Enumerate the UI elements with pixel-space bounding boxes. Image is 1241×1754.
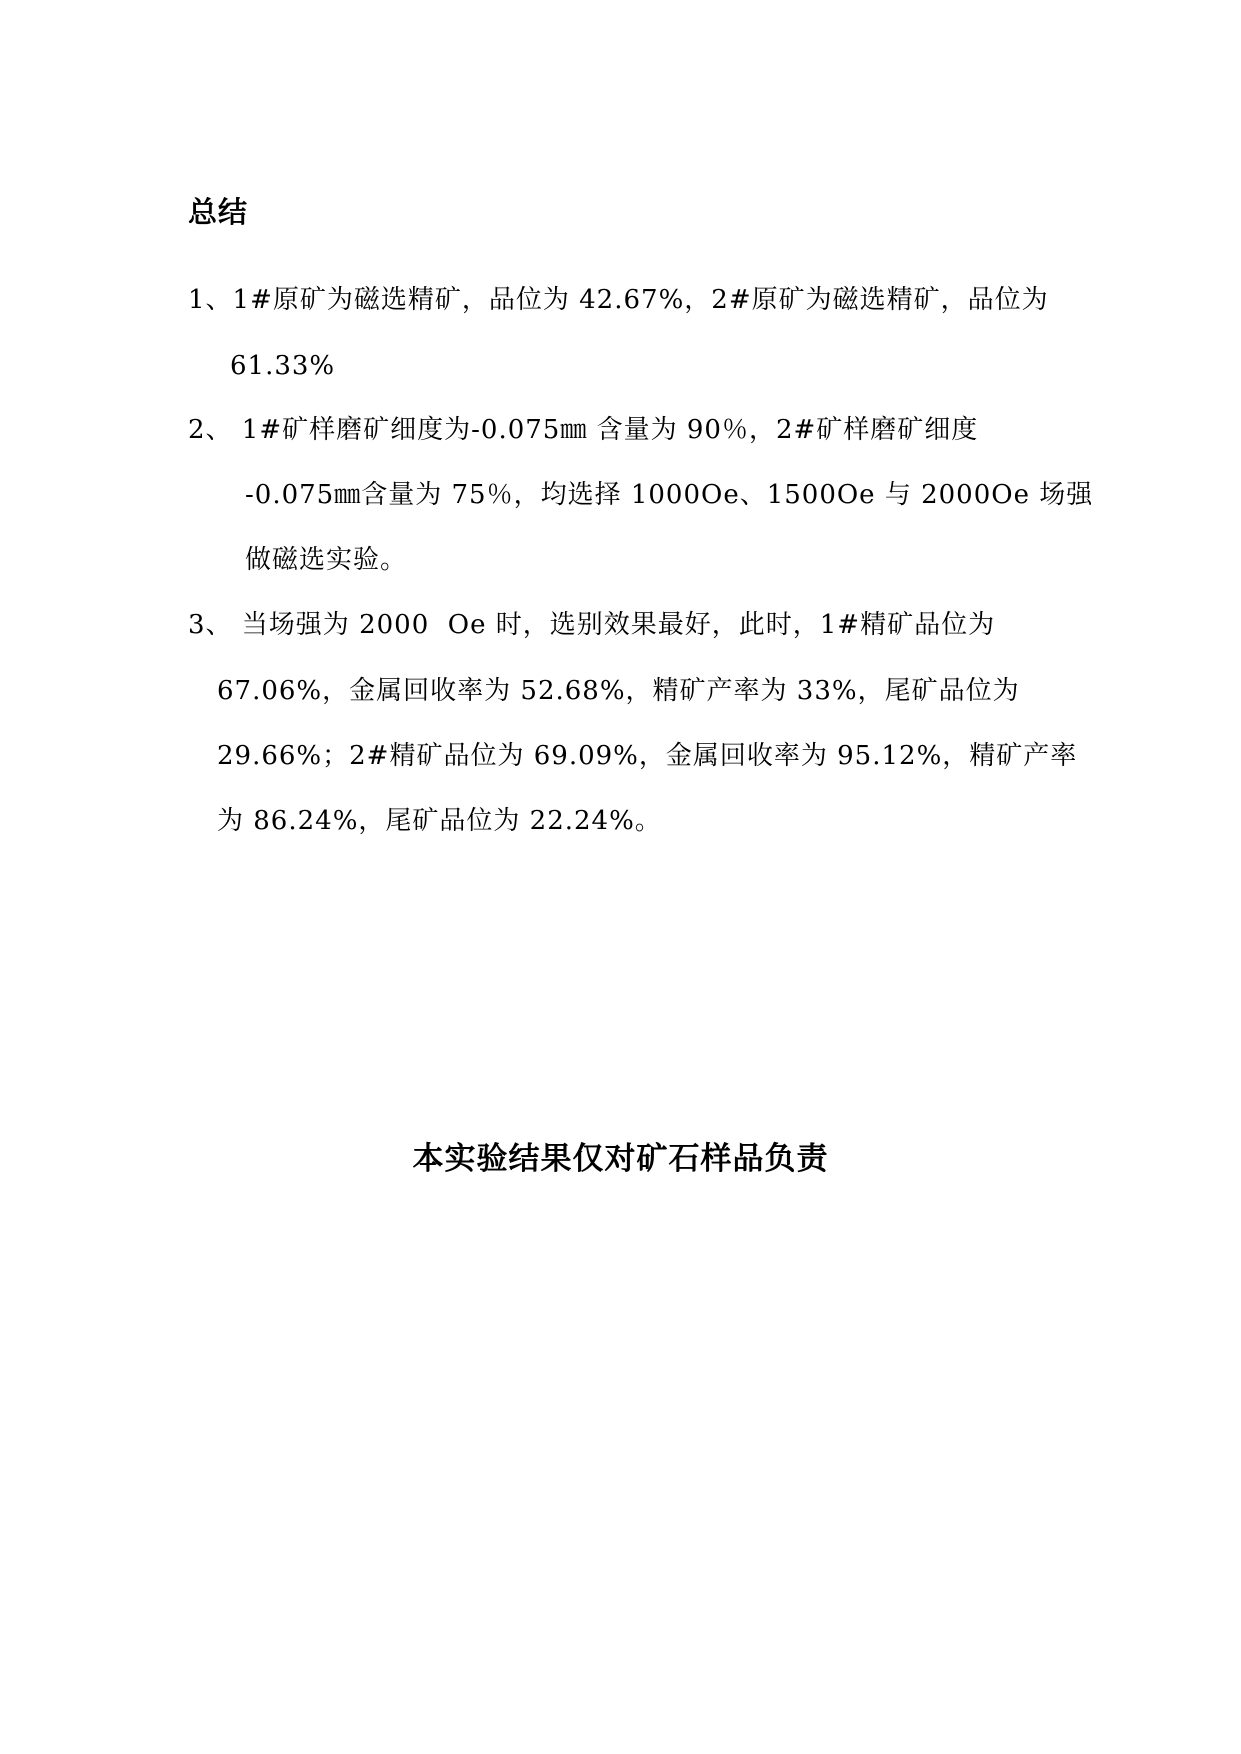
item-1-line-2: 61.33% xyxy=(230,351,336,381)
item-3-line-4: 为 86.24%，尾矿品位为 22.24%。 xyxy=(217,806,662,836)
item-2-line-2: -0.075㎜含量为 75％，均选择 1000Oe、1500Oe 与 2000Oe 场强 xyxy=(245,480,1094,510)
disclaimer-footer: 本实验结果仅对矿石样品负责 xyxy=(412,1141,829,1177)
item-1-line-1: 1、1#原矿为磁选精矿，品位为 42.67%，2#原矿为磁选精矿，品位为 xyxy=(188,285,1049,315)
item-3-line-3: 29.66%；2#精矿品位为 69.09%，金属回收率为 95.12%，精矿产率 xyxy=(217,741,1078,771)
item-3-line-1: 3、 当场强为 2000 Oe 时，选别效果最好，此时，1#精矿品位为 xyxy=(188,610,996,640)
item-2-line-3: 做磁选实验。 xyxy=(245,545,408,575)
item-3-line-2: 67.06%，金属回收率为 52.68%，精矿产率为 33%，尾矿品位为 xyxy=(217,676,1020,706)
item-2-line-1: 2、 1#矿样磨矿细度为-0.075㎜ 含量为 90％，2#矿样磨矿细度 xyxy=(188,415,979,445)
section-title: 总结 xyxy=(188,195,249,229)
